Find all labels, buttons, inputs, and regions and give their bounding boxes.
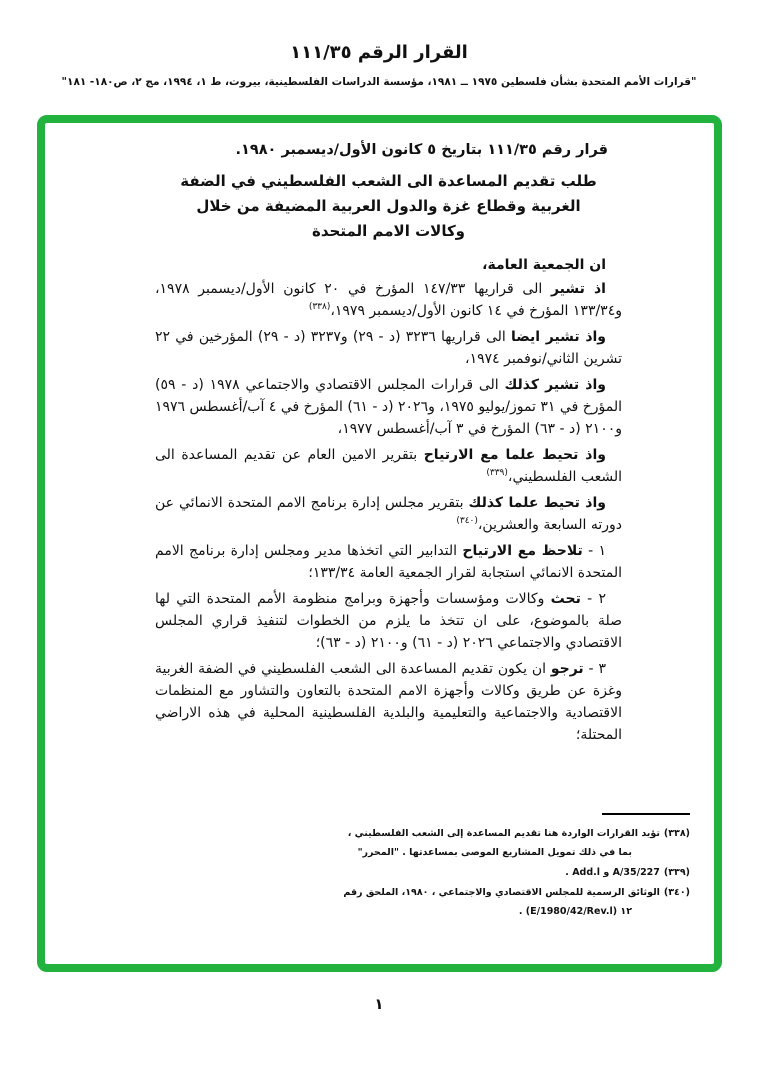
resolution-date-line: قرار رقم ١١١/٣٥ بتاريخ ٥ كانون الأول/ديسمبر ١٩٨٠. — [235, 142, 608, 158]
source-citation: "قرارات الأمم المتحدة بشأن فلسطين ١٩٧٥ ــ ١٩٨١، مؤسسة الدراسات الفلسطينية، بيروت، ط ١، ١٩٩٤، مج ٢، ص١٨٠- ١٨١" — [61, 76, 697, 88]
footnote — [338, 824, 690, 862]
operative-paragraph: ٢ - تحث وكالات ومؤسسات وأجهزة وبرامج منظومة الأمم المتحدة التي لها صلة بالموضوع، على ان تتخذ ما يلزم من الخطوات لتنفيذ قراري المجلس الاقتصادي والاجتماعي ٢٠٢٦ (د - ٦١) و٢١٠٠ (د - ٦٣)؛ — [155, 591, 622, 651]
footnote-text: A/35/227 و Add.l . — [565, 867, 660, 878]
resolution-body — [45, 123, 714, 746]
resolution-title — [155, 169, 622, 244]
operative-paragraph: ٣ - ترجو ان يكون تقديم المساعدة الى الشعب الفلسطيني في الضفة الغربية وغزة عن طريق وكالات وأجهزة الامم المتحدة بالتعاون والتشاور مع المنظمات الاقتصادية والاجتماعية والتعليمية والبلدية الفلسطينية المحلية في هذه الاراضي المحتلة؛ — [155, 661, 622, 743]
footnote — [338, 883, 690, 921]
footnote-text: تؤيد القرارات الواردة هنا تقديم المساعدة إلى الشعب الفلسطيني ، بما في ذلك تمويل المشاريع الموصى بمساعدتها . "المحرر" — [347, 828, 660, 858]
paragraph: واذ تشير كذلك الى قرارات المجلس الاقتصادي والاجتماعي ١٩٧٨ (د - ٥٩) المؤرخ في ٣١ تموز/يوليو ١٩٧٥، و٢٠٢٦ (د - ٦١) المؤرخ في ٤ آب/أغسطس ١٩٧٦ و٢١٠٠ (د - ٦٣) المؤرخ في ٣ آب/أغسطس ١٩٧٧، — [155, 377, 623, 437]
page-number: ١ — [374, 995, 384, 1013]
page-title: القرار الرقم ١١١/٣٥ — [290, 42, 468, 63]
paragraph: واذ تحيط علما مع الارتياح بتقرير الامين العام عن تقديم المساعدة الى الشعب الفلسطيني،$^{(٣٣٩)}$ — [155, 447, 622, 485]
footnote-separator — [602, 813, 690, 815]
resolution-title-line: وكالات الامم المتحدة — [311, 222, 465, 240]
paragraph: واذ تشير ايضا الى قراريها ٣٢٣٦ (د - ٢٩) و٣٢٣٧ (د - ٢٩) المؤرخين في ٢٢ تشرين الثاني/نوفمبر ١٩٧٤، — [155, 329, 622, 367]
paragraph: ان الجمعية العامة، — [482, 257, 606, 273]
footnote-number: (٣٤٠) — [663, 887, 690, 898]
footnote-ref: (٣٣٨) — [308, 302, 331, 312]
footnote-number: (٣٣٨) — [663, 828, 690, 839]
resolution-title-line: الغربية وقطاع غزة والدول العربية المضيفة من خلال — [196, 197, 581, 215]
paragraph: واذ تحيط علما كذلك بتقرير مجلس إدارة برنامج الامم المتحدة الانمائي عن دورته السابعة والعشرين،$^{(٣٤٠)}$ — [155, 495, 622, 533]
footnote-ref: (٣٣٩) — [486, 468, 508, 478]
footnote-text: الوثائق الرسمية للمجلس الاقتصادي والاجتماعي ، ١٩٨٠، الملحق رقم ١٢ (E/1980/42/Rev.l) . — [343, 887, 660, 917]
resolution-title-line: طلب تقديم المساعدة الى الشعب الفلسطيني في الضفة — [180, 172, 597, 190]
footnotes-section — [338, 813, 690, 922]
footnote-ref: (٣٤٠) — [456, 516, 478, 526]
footnote-number: (٣٣٩) — [663, 867, 690, 878]
highlight-border-box — [37, 115, 722, 972]
footnote — [338, 863, 690, 882]
paragraph: اذ تشير الى قراريها ١٤٧/٣٣ المؤرخ في ٢٠ كانون الأول/ديسمبر ١٩٧٨، و١٣٣/٣٤ المؤرخ في ١٤ كانون الأول/ديسمبر ١٩٧٩،$^{(٣٣٨)}$ — [155, 281, 622, 319]
operative-paragraph: ١ - تلاحظ مع الارتياح التدابير التي اتخذها مدير ومجلس إدارة برنامج الامم المتحدة الانمائي استجابة لقرار الجمعية العامة ١٣٣/٣٤؛ — [155, 543, 622, 581]
